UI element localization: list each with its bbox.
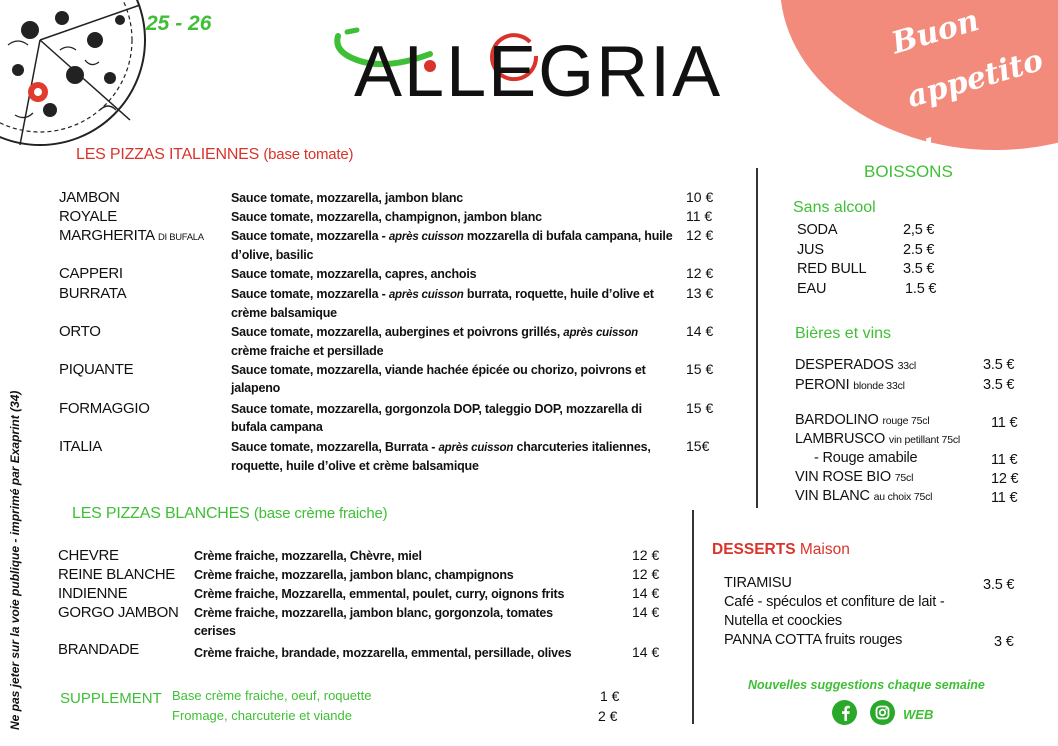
item-price: 15€ <box>686 438 710 454</box>
item-price: 3.5 € <box>903 261 935 277</box>
item-price: 12 € <box>686 265 714 281</box>
boissons-title: BOISSONS <box>864 162 953 181</box>
list-item: MARGHERITA DI BUFALA <box>59 227 204 244</box>
web-link[interactable]: WEB <box>903 707 934 722</box>
item-desc: Crème fraiche, mozzarella, Chèvre, miel <box>194 549 422 563</box>
item-price: 3 € <box>994 634 1014 650</box>
item-desc: Crème fraiche, mozzarella, jambon blanc, gorgonzola, tomates cerises <box>194 606 553 638</box>
item-price: 1.5 € <box>905 281 937 297</box>
item-price: 14 € <box>632 585 660 601</box>
list-item: ROYALE <box>59 208 117 225</box>
item-desc: Sauce tomate, mozzarella, champignon, jambon blanc <box>231 210 542 224</box>
item-price: 12 € <box>991 471 1019 487</box>
item-price: 14 € <box>632 604 660 620</box>
item-desc: Crème fraiche, Mozzarella, emmental, poulet, curry, oignons frits <box>194 587 565 601</box>
item-desc: Sauce tomate, mozzarella, Burrata - après cuisson charcuteries italiennes, roquette, huile d’olive et crème balsamique <box>231 440 651 473</box>
sans-alcool-title: Sans alcool <box>793 199 876 216</box>
list-item: BARDOLINO rouge 75cl <box>795 412 930 428</box>
list-item: VIN BLANC au choix 75cl <box>795 488 933 504</box>
list-item: DESPERADOS 33cl <box>795 357 917 373</box>
list-item: BURRATA <box>59 285 127 302</box>
facebook-icon[interactable] <box>832 700 857 725</box>
item-price: 3.5 € <box>983 377 1015 393</box>
item-price: 2,5 € <box>903 222 935 238</box>
item-price: 14 € <box>632 644 660 660</box>
list-item: Nutella et coockies <box>724 613 842 629</box>
item-price: 11 € <box>991 415 1018 431</box>
supplement-price: 1 € <box>600 688 620 704</box>
item-price: 15 € <box>686 400 714 416</box>
blanches-title: LES PIZZAS BLANCHES (base crème fraiche) <box>72 505 388 522</box>
list-item: PIQUANTE <box>59 361 134 378</box>
item-desc: Sauce tomate, mozzarella, viande hachée épicée ou chorizo, poivrons et jalapeno <box>231 363 646 395</box>
item-desc: Crème fraiche, mozzarella, jambon blanc, champignons <box>194 568 514 582</box>
list-item: PANNA COTTA fruits rouges <box>724 632 903 648</box>
divider <box>692 510 694 724</box>
list-item: PERONI blonde 33cl <box>795 377 905 393</box>
list-item: TIRAMISU <box>724 575 792 591</box>
item-desc: Sauce tomate, mozzarella - après cuisson burrata, roquette, huile d’olive et crème balsamique <box>231 287 654 320</box>
list-item: Café - spéculos et confiture de lait - <box>724 594 945 610</box>
supplement-price: 2 € <box>598 708 618 724</box>
desserts-title: DESSERTS Maison <box>712 541 850 558</box>
item-desc: Sauce tomate, mozzarella, gorgonzola DOP, taleggio DOP, mozzarella di bufala campana <box>231 402 642 434</box>
list-item: FORMAGGIO <box>59 400 150 417</box>
item-price: 3.5 € <box>983 357 1015 373</box>
list-item: JAMBON <box>59 189 120 206</box>
item-desc: Crème fraiche, brandade, mozzarella, emmental, persillade, olives <box>194 646 572 660</box>
list-item: INDIENNE <box>58 585 128 602</box>
supplement-label: SUPPLEMENT <box>60 690 162 707</box>
list-item: SODA <box>797 222 838 238</box>
list-item: - Rouge amabile <box>814 450 918 466</box>
list-item: JUS <box>797 242 824 258</box>
item-price: 12 € <box>686 227 714 243</box>
item-price: 10 € <box>686 189 714 205</box>
suggestions-text: Nouvelles suggestions chaque semaine <box>748 678 985 692</box>
list-item: LAMBRUSCO vin petillant 75cl <box>795 431 961 447</box>
list-item: CHEVRE <box>58 547 119 564</box>
allegria-logo <box>332 26 732 106</box>
item-price: 11 € <box>991 490 1018 506</box>
supplement-desc: Base crème fraiche, oeuf, roquette <box>172 688 372 703</box>
list-item: BRANDADE <box>58 641 139 658</box>
list-item: ITALIA <box>59 438 102 455</box>
list-item: VIN ROSE BIO 75cl <box>795 469 914 485</box>
item-desc: Sauce tomate, mozzarella, capres, anchois <box>231 267 477 281</box>
item-price: 14 € <box>686 323 714 339</box>
item-desc: Sauce tomate, mozzarella, jambon blanc <box>231 191 464 205</box>
italiennes-title: LES PIZZAS ITALIENNES (base tomate) <box>76 146 354 163</box>
item-price: 2.5 € <box>903 242 935 258</box>
item-price: 12 € <box>632 547 660 563</box>
season-label: 25 - 26 <box>146 12 212 35</box>
supplement-desc: Fromage, charcuterie et viande <box>172 708 352 723</box>
list-item: EAU <box>797 281 827 297</box>
item-price: 11 € <box>991 452 1018 468</box>
item-price: 3.5 € <box>983 577 1015 593</box>
pizza-illustration <box>0 0 150 150</box>
item-price: 15 € <box>686 361 714 377</box>
item-price: 12 € <box>632 566 660 582</box>
list-item: REINE BLANCHE <box>58 566 175 583</box>
buon-appetito-text: Buon appetito ! <box>887 3 1048 169</box>
list-item: ORTO <box>59 323 101 340</box>
side-note: Ne pas jeter sur la voie publique - imprimé par Exaprint (34) <box>8 390 22 730</box>
svg-text:ALLEGRIA: ALLEGRIA <box>354 32 723 106</box>
list-item: GORGO JAMBON <box>58 604 179 621</box>
item-price: 13 € <box>686 285 714 301</box>
list-item: RED BULL <box>797 261 867 277</box>
list-item: CAPPERI <box>59 265 123 282</box>
item-price: 11 € <box>686 208 713 224</box>
bieres-vins-title: Bières et vins <box>795 325 892 342</box>
instagram-icon[interactable] <box>870 700 895 725</box>
divider <box>756 168 758 508</box>
item-desc: Sauce tomate, mozzarella - après cuisson mozzarella di bufala campana, huile d’olive, basilic <box>231 229 673 262</box>
item-desc: Sauce tomate, mozzarella, aubergines et poivrons grillés, après cuisson crème fraiche et persillade <box>231 325 639 358</box>
